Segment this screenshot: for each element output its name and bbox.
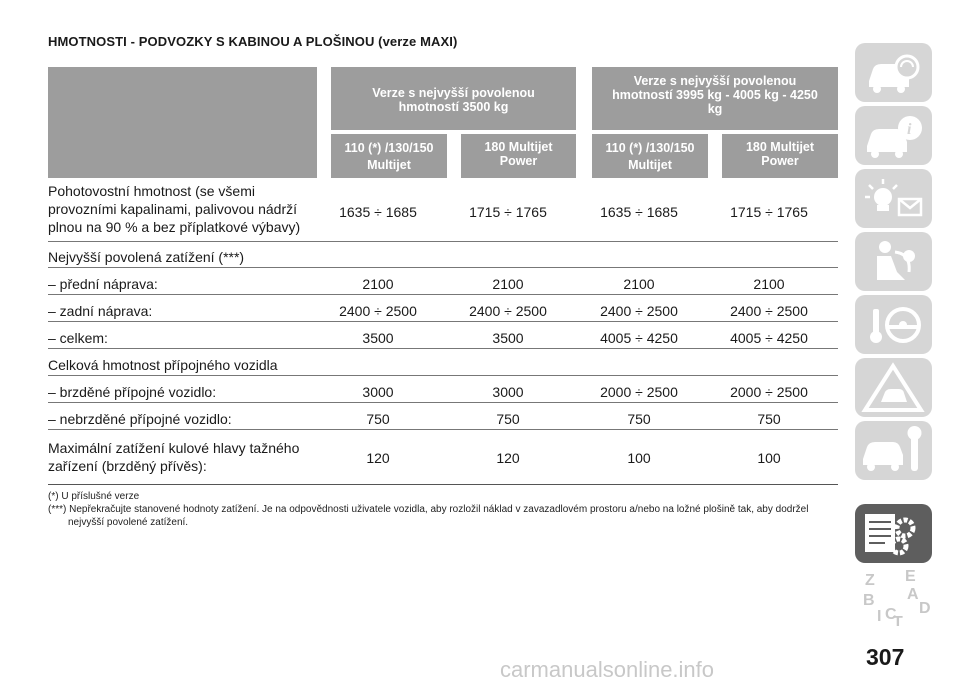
table-row xyxy=(48,329,838,349)
table-cell: 100 xyxy=(757,450,781,466)
car-dashboard-icon xyxy=(855,43,932,102)
row-divider xyxy=(48,429,838,430)
sidebar-tab-safety[interactable] xyxy=(855,232,932,291)
table-row xyxy=(48,439,838,479)
footnote: (***) Nepřekračujte stanovené hodnoty zatížení. Je na odpovědnosti uživatele vozidla, aby rozložil náklad v zavazadlovém prostoru a/nebo na ložné plošině tak, aby dodržel nejvyšší povolené zatížení. xyxy=(48,504,809,528)
sidebar-tab-emergency[interactable] xyxy=(855,358,932,417)
row-label-line: Maximální zatížení kulové hlavy tažného xyxy=(48,440,300,456)
header-engine-1 xyxy=(331,134,447,178)
engine-3-line2: Multijet xyxy=(628,158,672,172)
table-row xyxy=(48,356,838,376)
engine-2-line1: 180 Multijet xyxy=(484,140,553,154)
table-cell: 2100 xyxy=(623,276,655,292)
header-group-4005 xyxy=(592,67,838,130)
engine-4-line2: Power xyxy=(761,154,799,168)
car-info-icon xyxy=(855,106,932,165)
row-divider xyxy=(48,375,838,376)
row-label: – zadní náprava: xyxy=(48,303,153,319)
engine-1-line1: 110 (*) /130/150 xyxy=(344,141,434,155)
table-cell: 3500 xyxy=(362,330,394,346)
sidebar-tab-technical-data[interactable] xyxy=(855,504,932,563)
row-divider xyxy=(48,241,838,242)
row-label: Celková hmotnost přípojného vozidla xyxy=(48,357,278,373)
table-cell: 750 xyxy=(757,411,781,427)
steering-key-icon xyxy=(855,295,932,354)
car-service-icon xyxy=(855,421,932,480)
table-cell: 750 xyxy=(366,411,390,427)
table-cell: 1635 ÷ 1685 xyxy=(600,204,678,220)
table-cell: 120 xyxy=(496,450,520,466)
alphabetical-index-icon xyxy=(855,567,932,626)
row-divider xyxy=(48,348,838,349)
emergency-triangle-icon xyxy=(855,358,932,417)
row-label-line: provozními kapalinami, palivovou nádrží xyxy=(48,201,298,217)
engine-4-line1: 180 Multijet xyxy=(745,140,815,154)
header-engine-3 xyxy=(592,134,708,178)
table-row xyxy=(48,383,838,403)
row-label: – nebrzděné přípojné vozidlo: xyxy=(48,411,232,427)
table-cell: 2000 ÷ 2500 xyxy=(600,384,678,400)
sidebar-tab-info[interactable] xyxy=(855,106,932,165)
page-title: HMOTNOSTI - PODVOZKY S KABINOU A PLOŠINOU (verze MAXI) xyxy=(48,34,458,49)
header-blank-cell xyxy=(48,67,317,178)
row-label xyxy=(48,182,300,236)
row-label-line: Pohotovostní hmotnost (se všemi xyxy=(48,183,255,199)
table-cell: 2100 xyxy=(362,276,394,292)
svg-text:T: T xyxy=(893,614,903,626)
table-cell: 1635 ÷ 1685 xyxy=(339,204,417,220)
row-label-line: zařízení (brzděný přívěs): xyxy=(48,458,207,474)
watermark: carmanualsonline.info xyxy=(500,657,715,682)
table-cell: 2100 xyxy=(492,276,524,292)
svg-text:D: D xyxy=(919,600,931,617)
row-divider xyxy=(48,321,838,322)
footnotes xyxy=(48,490,838,529)
engine-2-line2: Power xyxy=(499,154,538,168)
svg-text:A: A xyxy=(907,586,919,603)
row-divider xyxy=(48,294,838,295)
table-cell: 1715 ÷ 1765 xyxy=(469,204,547,220)
table-cell: 2400 ÷ 2500 xyxy=(469,303,547,319)
svg-text:C: C xyxy=(885,606,897,623)
row-divider xyxy=(48,402,838,403)
table-row xyxy=(48,275,838,295)
sidebar-tab-warning-lights[interactable] xyxy=(855,169,932,228)
table-row xyxy=(48,182,838,240)
airbag-safety-icon xyxy=(855,232,932,291)
footnote: (*) U příslušné verze xyxy=(48,491,140,502)
row-label: Nejvyšší povolená zatížení (***) xyxy=(48,249,245,265)
row-divider xyxy=(48,267,838,268)
table-row xyxy=(48,302,838,322)
svg-text:B: B xyxy=(863,592,875,609)
table-bottom-rule xyxy=(48,484,838,485)
header-engine-2 xyxy=(461,134,576,178)
svg-text:E: E xyxy=(905,568,916,585)
sidebar-tab-start-drive[interactable] xyxy=(855,295,932,354)
row-label: – přední náprava: xyxy=(48,276,158,292)
table-cell: 120 xyxy=(366,450,390,466)
header-group-4005-line3: kg xyxy=(707,102,723,116)
header-group-3500 xyxy=(331,67,576,130)
technical-data-icon xyxy=(855,504,932,563)
table-cell: 100 xyxy=(627,450,651,466)
row-label-line: plnou na 90 % a bez příplatkové výbavy) xyxy=(48,219,301,235)
header-group-3500-line1: Verze s nejvyšší povolenou xyxy=(372,86,535,100)
table-cell: 2100 xyxy=(753,276,785,292)
table-row xyxy=(48,248,838,268)
table-cell: 2000 ÷ 2500 xyxy=(730,384,808,400)
svg-text:I: I xyxy=(877,608,882,625)
table-cell: 3000 xyxy=(492,384,524,400)
header-group-3500-line2: hmotností 3500 kg xyxy=(398,100,509,114)
sidebar-tab-dashboard[interactable] xyxy=(855,43,932,102)
header-group-4005-line2: hmotností 3995 kg - 4005 kg - 4250 xyxy=(612,88,818,102)
table-cell: 3500 xyxy=(492,330,524,346)
warning-lights-icon xyxy=(855,169,932,228)
page-number: 307 xyxy=(866,644,905,670)
table-cell: 750 xyxy=(496,411,520,427)
table-row xyxy=(48,410,838,430)
table-cell: 2400 ÷ 2500 xyxy=(600,303,678,319)
row-label: – brzděné přípojné vozidlo: xyxy=(48,384,217,400)
sidebar-tab-service[interactable] xyxy=(855,421,932,480)
engine-1-line2: Multijet xyxy=(367,158,411,172)
table-cell: 4005 ÷ 4250 xyxy=(600,330,678,346)
engine-3-line1: 110 (*) /130/150 xyxy=(605,141,695,155)
table-cell: 2400 ÷ 2500 xyxy=(339,303,417,319)
table-cell: 4005 ÷ 4250 xyxy=(730,330,808,346)
row-label: – celkem: xyxy=(48,330,108,346)
svg-text:i: i xyxy=(907,121,912,138)
header-engine-4 xyxy=(722,134,838,178)
header-group-4005-line1: Verze s nejvyšší povolenou xyxy=(633,74,797,88)
table-cell: 3000 xyxy=(362,384,394,400)
svg-text:Z: Z xyxy=(865,572,875,589)
table-cell: 750 xyxy=(627,411,651,427)
sidebar-tab-index[interactable] xyxy=(855,567,932,626)
table-cell: 2400 ÷ 2500 xyxy=(730,303,808,319)
table-cell: 1715 ÷ 1765 xyxy=(730,204,808,220)
row-label xyxy=(48,439,299,475)
